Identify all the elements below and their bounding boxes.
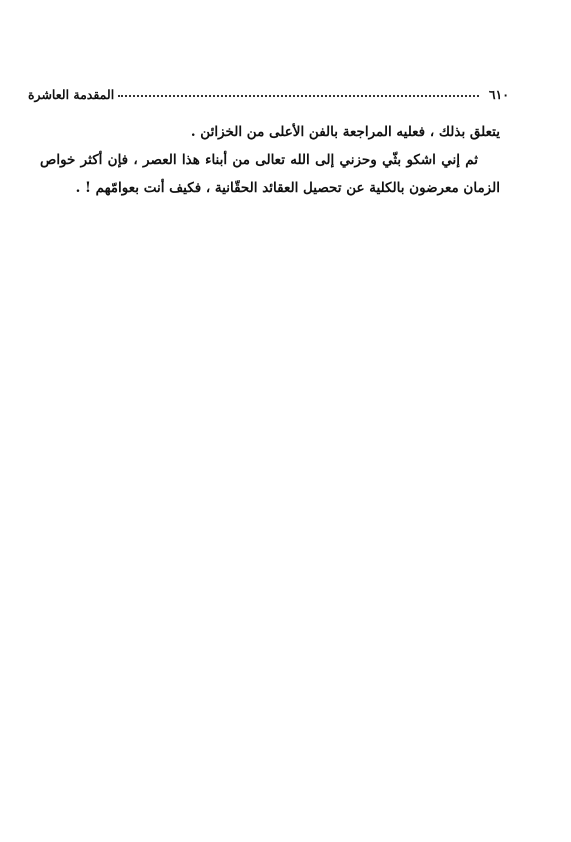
page-number: ٦١٠	[488, 87, 509, 102]
paragraph-1: يتعلق بذلك ، فعليه المراجعة بالفن الأعلى من الخزائن .	[190, 124, 500, 140]
section-title: المقدمة العاشرة	[28, 87, 115, 102]
running-header	[28, 80, 509, 102]
body-text	[40, 118, 500, 202]
paragraph-2: ثم إني اشكو بثّي وحزني إلى الله تعالى من أبناء هذا العصر ، فإن أكثر خواص الزمان معرضون بالكلية عن تحصيل العقائد الحقّانية ، فكيف أنت بعوامّهم ! .	[40, 152, 500, 196]
header-dot-leader	[118, 94, 479, 97]
